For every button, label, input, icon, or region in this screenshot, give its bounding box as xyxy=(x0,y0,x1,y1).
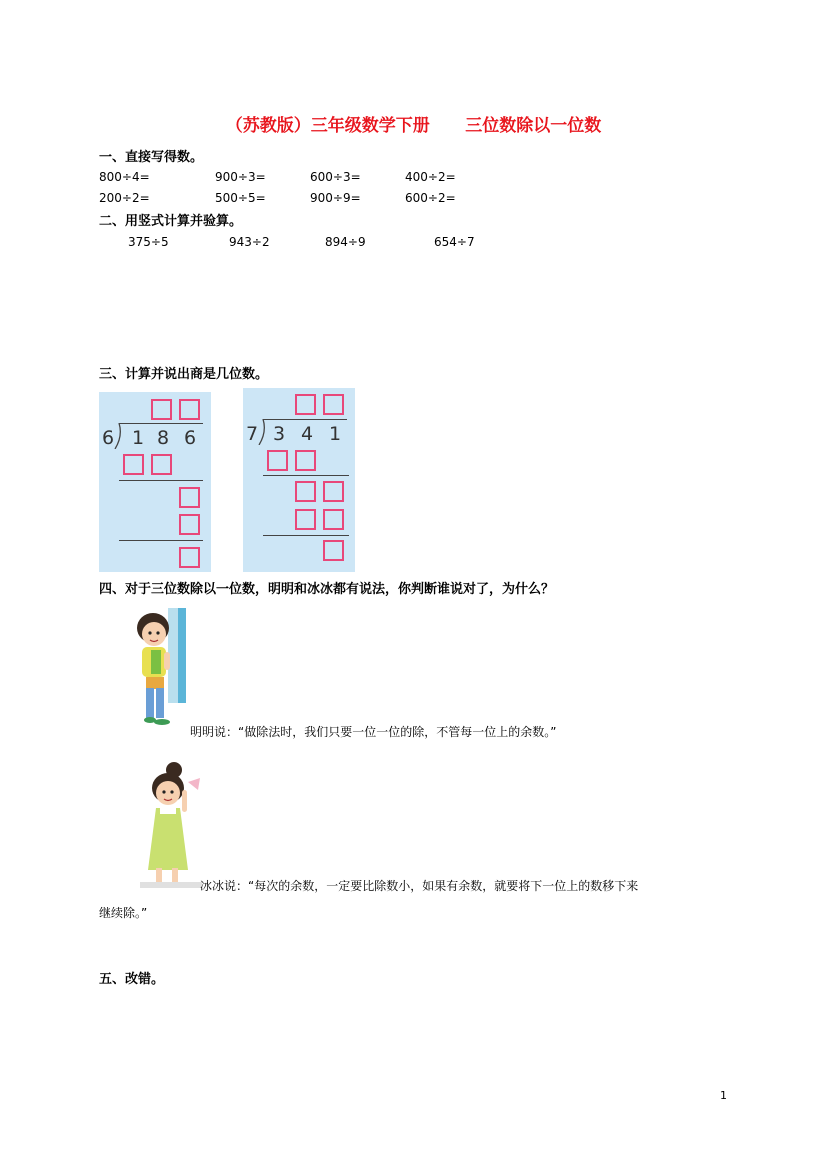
division-bracket xyxy=(257,419,267,445)
dividend-digit: 6 xyxy=(184,427,197,449)
page-title: （苏教版）三年级数学下册 三位数除以一位数 xyxy=(225,116,602,136)
mingming-statement: 明明说：“做除法时，我们只要一位一位的除，不管每一位上的余数。” xyxy=(190,725,557,739)
section1-heading: 一、直接写得数。 xyxy=(99,150,204,165)
subtraction-line xyxy=(263,475,349,476)
divisor: 6 xyxy=(102,427,115,449)
answer-box[interactable] xyxy=(295,450,316,471)
bingbing-statement-line1: 冰冰说：“每次的余数，一定要比除数小，如果有余数，就要将下一位上的数移下来 xyxy=(200,879,639,893)
dividend-digit: 1 xyxy=(329,423,342,445)
divisor: 7 xyxy=(246,423,259,445)
section5-heading: 五、改错。 xyxy=(99,972,165,987)
answer-box[interactable] xyxy=(323,509,344,530)
answer-box[interactable] xyxy=(179,487,200,508)
answer-box[interactable] xyxy=(323,481,344,502)
answer-box[interactable] xyxy=(295,509,316,530)
dividend-digit: 1 xyxy=(132,427,145,449)
vertical-problem: 654÷7 xyxy=(434,235,475,249)
subtraction-line xyxy=(119,540,203,541)
girl-illustration xyxy=(140,762,202,890)
page-number: 1 xyxy=(720,1089,727,1102)
oral-problem: 900÷9= xyxy=(310,191,361,205)
dividend-digit: 4 xyxy=(301,423,314,445)
subtraction-line xyxy=(119,480,203,481)
answer-box[interactable] xyxy=(267,450,288,471)
oral-problem: 600÷3= xyxy=(310,170,361,184)
division-panel-right xyxy=(243,388,355,572)
boy-illustration xyxy=(128,608,190,732)
oral-problem: 200÷2= xyxy=(99,191,150,205)
oral-problem: 800÷4= xyxy=(99,170,150,184)
section3-heading: 三、计算并说出商是几位数。 xyxy=(99,367,269,382)
dividend-digit: 3 xyxy=(273,423,286,445)
answer-box[interactable] xyxy=(179,547,200,568)
oral-problem: 600÷2= xyxy=(405,191,456,205)
answer-box[interactable] xyxy=(179,514,200,535)
bingbing-statement-line2: 继续除。” xyxy=(99,906,148,920)
answer-box[interactable] xyxy=(295,481,316,502)
answer-box[interactable] xyxy=(323,394,344,415)
division-panel-left xyxy=(99,392,211,572)
section4-heading: 四、对于三位数除以一位数，明明和冰冰都有说法，你判断谁说对了，为什么？ xyxy=(99,582,555,597)
answer-box[interactable] xyxy=(151,399,172,420)
answer-box[interactable] xyxy=(295,394,316,415)
division-bar xyxy=(263,419,347,420)
vertical-problem: 943÷2 xyxy=(229,235,270,249)
section2-heading: 二、用竖式计算并验算。 xyxy=(99,214,243,229)
division-bracket xyxy=(113,423,123,449)
oral-problem: 500÷5= xyxy=(215,191,266,205)
answer-box[interactable] xyxy=(151,454,172,475)
division-bar xyxy=(119,423,203,424)
subtraction-line xyxy=(263,535,349,536)
answer-box[interactable] xyxy=(179,399,200,420)
oral-problem: 400÷2= xyxy=(405,170,456,184)
answer-box[interactable] xyxy=(123,454,144,475)
answer-box[interactable] xyxy=(323,540,344,561)
oral-problem: 900÷3= xyxy=(215,170,266,184)
vertical-problem: 894÷9 xyxy=(325,235,366,249)
dividend-digit: 8 xyxy=(157,427,170,449)
vertical-problem: 375÷5 xyxy=(128,235,169,249)
